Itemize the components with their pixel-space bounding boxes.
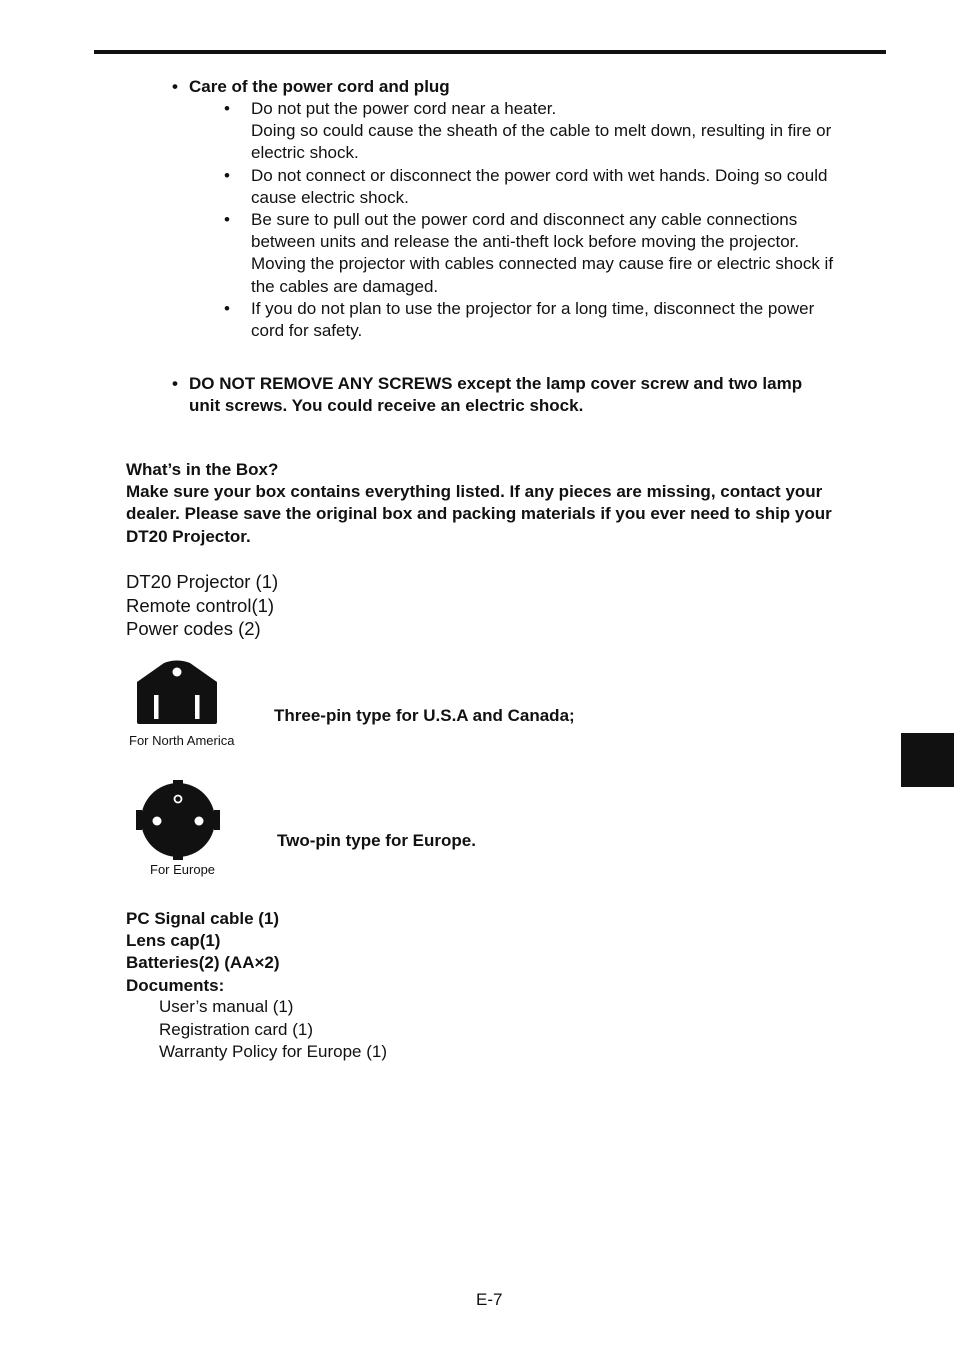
two-pin-plug-icon (136, 780, 220, 860)
top-rule (94, 50, 886, 54)
care-item-line: cord for safety. (251, 321, 363, 341)
care-item (222, 165, 892, 209)
care-item-line: between units and release the anti-theft lock before moving the projector. (251, 232, 800, 252)
care-item-line: If you do not plan to use the projector for a long time, disconnect the power (251, 298, 815, 318)
bullet: • (224, 210, 230, 230)
care-item-line: the cables are damaged. (251, 276, 439, 296)
contents-item: DT20 Projector (1) (126, 571, 279, 592)
north-america-description: Three-pin type for U.S.A and Canada; (274, 706, 575, 725)
warning-line: DO NOT REMOVE ANY SCREWS except the lamp cover screw and two lamp (189, 374, 803, 393)
care-item-line: Do not put the power cord near a heater. (251, 99, 557, 118)
care-item-line: Doing so could cause the sheath of the cable to melt down, resulting in fire or (251, 121, 832, 141)
box-intro-line: DT20 Projector. (126, 526, 251, 546)
bullet: • (224, 298, 230, 318)
bullet: • (224, 165, 230, 185)
screws-warning (172, 373, 872, 417)
bullet: • (172, 374, 178, 393)
care-item-line: Be sure to pull out the power cord and disconnect any cable connections (251, 210, 798, 230)
document-item: Registration card (1) (159, 1019, 314, 1039)
care-list (222, 98, 892, 342)
extras-item: Lens cap(1) (126, 931, 221, 951)
bullet: • (172, 77, 178, 96)
care-item-line: electric shock. (251, 143, 359, 163)
box-intro-line: dealer. Please save the original box and packing materials if you ever need to ship your (126, 504, 832, 524)
box-title: What’s in the Box? (126, 460, 279, 479)
care-heading-text: Care of the power cord and plug (189, 77, 450, 96)
box-section-heading (126, 459, 896, 548)
page-number: E-7 (476, 1290, 503, 1309)
care-item-line: cause electric shock. (251, 187, 409, 207)
extras-list (126, 908, 280, 997)
contents-item: Remote control(1) (126, 594, 275, 616)
care-item-line: Moving the projector with cables connected may cause fire or electric shock if (251, 254, 834, 274)
north-america-caption: For North America (129, 733, 235, 748)
care-item (222, 209, 892, 298)
contents-item: Power codes (2) (126, 618, 261, 639)
document-item: Warranty Policy for Europe (1) (159, 1042, 387, 1062)
three-pin-plug-icon (134, 660, 220, 726)
chapter-tab (901, 733, 954, 787)
europe-caption: For Europe (150, 862, 216, 877)
care-item (222, 98, 892, 165)
documents-list (159, 996, 387, 1064)
box-contents-list (126, 570, 278, 641)
document-item: User’s manual (1) (159, 997, 294, 1016)
documents-heading: Documents: (126, 975, 225, 995)
europe-description: Two-pin type for Europe. (277, 831, 476, 850)
extras-item: Batteries(2) (AA×2) (126, 953, 280, 973)
care-item-line: Do not connect or disconnect the power cord with wet hands. Doing so could (251, 165, 828, 185)
box-intro-line: Make sure your box contains everything listed. If any pieces are missing, contact your (126, 482, 823, 502)
warning-line: unit screws. You could receive an electric shock. (189, 396, 584, 416)
bullet: • (224, 99, 230, 118)
extras-item: PC Signal cable (1) (126, 909, 280, 928)
care-item (222, 298, 892, 342)
